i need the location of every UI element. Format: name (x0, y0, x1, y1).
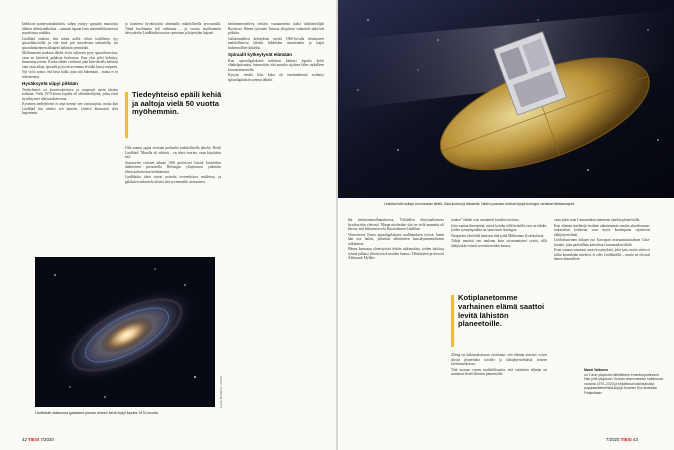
author-box (584, 368, 664, 395)
issue-label: 7/2020 (606, 437, 620, 442)
right-column-1 (348, 218, 444, 432)
page-number: 42 (22, 437, 27, 442)
body-paragraph: Tähtiä muuttui sen mukana kuin sivusuuntaiset syistä, sillä tähtijoukko toimii sen mittareiden kanssa. (451, 239, 547, 248)
body-paragraph: Kyseinen tiedeyhteisö ei aina tiennyt sen vastustajista, mutta kun Lindblad itse nimesi sen nimeen, yhteisö kiinnostui siitä laajemmin. (22, 102, 118, 115)
body-paragraph: ikä tietokonemallinnuksessa. Vähitellen tiheysaaltoteoria hyväksyttiin yleisesti. Minun mielestäni yhä on vielä ammutta oli kertoa, että keksinnön teki Ruotsalainen Lindblad. (348, 218, 444, 231)
left-folio (22, 437, 54, 442)
photo-caption: Lindblad tutki sellaja Linnunradan tähtiä, Gaia-luotain ja mittareita. Niiden joukosta voisivat löytyä Auringon varhaiset tähtiasuapurit. (384, 202, 576, 206)
body-paragraph: Lindblad otaksui, että nämä aallot olivat todellinen syy spiraalikuvioille ja että niitä piti muodostaa tarkastella, jos spiraalirakenteen alkuperä haluttiin ymmärtää. (22, 36, 118, 50)
galaxy-photo (35, 257, 215, 407)
body-paragraph: Lindvalasteinen aukaan tuo Euroopan avaruustukimuksen Gaia-luotain, joka parhaillaan kartoittaa Linnunradan tähtiä. (554, 238, 650, 247)
left-column-1 (22, 22, 118, 247)
body-paragraph: Kun spiraaligalaksien tutkimus kääntyi lopulta kohti elinkelpoisuutta, huomattiin, että aurinko sijaitsee lähes tarkalleen korotaatioasteella. (228, 58, 324, 72)
body-paragraph: kentämmeutteleva erittäin vastaanotettu kaksi tähtitieteilijää Ruotsissa. Hänen työssään Turussa yliopiston vaikutteet näkyivät pitkään. (228, 22, 324, 35)
body-paragraph: kiekkoon painovoimahäiriön, siihen syntyy spiraalin muotoisia tähtien tihentymäkohtia – samaan tapaan kuin maantieliikenteessä muodostuu ruuhkia. (22, 22, 118, 35)
subheading: Hyväksyntä viipyi pitkään (22, 81, 78, 86)
body-paragraph: Tätä tuotaan vasten mahdollisuutta, että varhaisen elämän on saattanut levitä lähistön planeetoille. (451, 367, 547, 376)
body-paragraph: Kysyin, tiesikö hän, kuka oli ensimmäisenä esittänyt spiraaligalaksin synnyn tähtiin. (228, 73, 324, 82)
body-paragraph: Nyt voisi sanoa, että hissi kulki, auta sitä lukemaan – mutta ei se niin mennyt. (22, 70, 118, 79)
left-page (0, 0, 336, 450)
body-paragraph: Galaksimallien kehityksen myötä 1960-luvulla tietokoneet mahdollistivat tähtien liikkeiden simuloinnin ja laajat laskennalliset kokeilut. (228, 36, 324, 50)
body-paragraph: Hänen kanssaan yhteistyössä tehtiin tutkimuksia, joiden tuloksia ryhmä julkaisi yhteistyössä muiden kanssa. Tähtitieteen professori Aleksandr Mylläri. (348, 247, 444, 260)
body-paragraph: vaan jokin muu Linnunradan sammeen ainekin planeetoilla. (554, 218, 641, 222)
right-page (338, 0, 674, 450)
body-paragraph: joukon" tähdet ovat saattaneet kuuden toisiinsa. (451, 218, 520, 222)
pull-quote-accent-bar (125, 92, 128, 138)
body-paragraph: ja luonteesi hyväksyttiin alimmalla mahdollisella arvosanalla. Tämä huolimatta tuli vaihtuma – ja vuosia myöhemmin kävyntäviin Lindbladin teoriaa opetetaan ja käytetään laajasti. (125, 22, 221, 35)
body-paragraph: Lindbladin ideat saivat nostetta teoreettisissa malleissa, ja galaksien tarkastelu ulottui yhä syvemmälle avaruuteen. (125, 175, 221, 184)
right-column-3 (554, 218, 650, 360)
body-paragraph: Viimeisessä Turun spiraaligalaksien mallinnuksen työssä, kuten hän itse halusi, jatkettiin tähtitieteen kuusikymmentäluvun tutkimusta. (348, 232, 444, 246)
pull-quote-accent-bar (451, 295, 454, 347)
left-column-3 (228, 22, 324, 432)
brand-name: TIESI (28, 437, 40, 442)
right-column-2-top (451, 218, 547, 290)
page-number: 43 (632, 437, 638, 442)
body-paragraph: Mallinnusten mukaan tähdet eivät valtaosin pysy spiraalivarsissa, vaan ne kiertävät galaksin keskustaa. Kun yksi pilvi kehittyy, ilmaantuu toinen. Koska tähdet virittävät joka kierroksella kehässä vain osan aikaa, spiraalit pysyvät avoimina eivätkä kierry umpeen. (22, 51, 118, 69)
author-bio: on Turun yliopiston tähtitieteen emeritusprofessori. Hän johti yliopiston Tuorlan observatorion tutkimusta vuosina 1970–2020 ja kirjoittanut tutkimuksista populaaritieteellisiä kirjoja Suomen Ecc-teoksiksi Finlandiaan. (584, 372, 663, 395)
subheading: Spiraalit kytkeytyvät elämään (228, 52, 293, 57)
left-column-2-top (125, 22, 221, 82)
body-paragraph: Zheng on tutkimuksissaan osoittanut, että elämän aineiset voivat siirtyä planeetalta toiselle ja tähtijärjestelmästä toiseen kivenmurikoissa. (451, 353, 547, 366)
spiral-galaxy-image (35, 257, 215, 407)
right-folio (606, 437, 638, 442)
body-paragraph: Tiedeyhteisö on konservatiivinen ja suopeasti uusia ideoita kohtaan. Vielä 1970-luvun lopulla oli tähtitieteilijöitä, jotka eivät hyväksyneet tiheysaaltoteoriaa. (22, 87, 118, 101)
author-name: Mauri Valtonen (584, 368, 609, 372)
right-column-2-bottom (451, 353, 547, 433)
pull-quote: Kotiplanetomme varhainen elämä saattoi levitä lähistön planeetoille. (458, 293, 545, 329)
photo-credit: Kuvat: Bill Mather / NASA (219, 376, 223, 408)
gaia-probe-image (338, 0, 674, 198)
body-paragraph: Esim vanaan varmasti uusia kysymyksiä, joita sata vuotta sitten ei tullut kenenkään mieleen, ei edes Lindbladille – mutta ne olisivat hänen ihmetelleet. (554, 248, 650, 261)
photo-caption: Lindbladin otaksuma galaksien pinnan aineen kehä löytyi lopulta 1970-luvulla. (35, 411, 159, 415)
pull-quote: Tiedeyhteisö epäili kehiä ja aaltoja vielä 50 vuotta myöhemmin. (132, 90, 222, 117)
issue-label: 7/2020 (40, 437, 54, 442)
brand-name: TIESI (620, 437, 632, 442)
body-paragraph: Naapurien yhteisillä kantavat tätä työtä Mikkomaa Jyväskylässä. (451, 233, 545, 238)
body-paragraph: Olin saanut oppia teoriaan perhaalta mahdollisella taholta. Bertil Lindblad: 'Minulla oli tehtävä – en tekisi teoriaa, vaan käyttäisin sitä'. (125, 146, 221, 159)
body-paragraph: Joka saattaa ilmenettää, missä kohdin tällä hetkellä ovat ne tähdet, joiden synnyinpaikka on sama kuin Auringon. (451, 223, 547, 232)
body-paragraph: Seuraavien vuosien aikana 1963 professori Gustaf Järnefeltin tähtitieteen perusteella Helsingin yliopistossa jatkettiin tiheysaaltoteorian kehittämistä. (125, 160, 221, 174)
space-probe-photo (338, 0, 674, 198)
body-paragraph: Kun elämän merkkejä etsitään aikaisemmin omalta alueeltamme, tarkastelun kohteena ovat myös kauempana sijaitsevat tähtijärjestelmät. (554, 223, 650, 237)
